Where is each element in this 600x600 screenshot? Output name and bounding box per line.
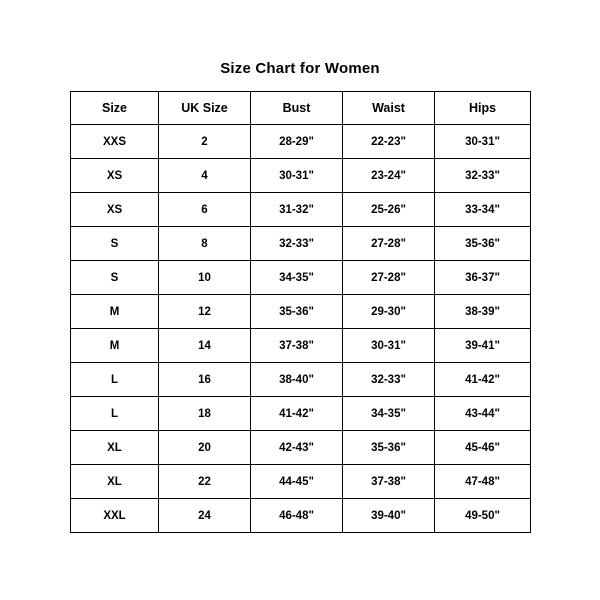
cell-bust: 28-29" [251, 125, 343, 159]
cell-uk: 4 [159, 159, 251, 193]
table-row [71, 363, 531, 397]
cell-size: XXS [71, 125, 159, 159]
cell-size: XS [71, 159, 159, 193]
cell-size: XS [71, 193, 159, 227]
cell-size: S [71, 261, 159, 295]
table-header-row [71, 92, 531, 125]
cell-waist: 22-23" [343, 125, 435, 159]
table-header [71, 92, 531, 125]
cell-bust: 30-31" [251, 159, 343, 193]
cell-waist: 27-28" [343, 227, 435, 261]
table-row [71, 431, 531, 465]
cell-waist: 23-24" [343, 159, 435, 193]
cell-waist: 29-30" [343, 295, 435, 329]
cell-size: M [71, 329, 159, 363]
table-row [71, 295, 531, 329]
table-row [71, 397, 531, 431]
cell-uk: 16 [159, 363, 251, 397]
cell-size: M [71, 295, 159, 329]
cell-size: XL [71, 465, 159, 499]
cell-hips: 33-34" [435, 193, 531, 227]
cell-waist: 34-35" [343, 397, 435, 431]
cell-hips: 49-50" [435, 499, 531, 533]
table-row [71, 499, 531, 533]
column-header-uk-size: UK Size [159, 92, 251, 125]
cell-size: XL [71, 431, 159, 465]
cell-bust: 31-32" [251, 193, 343, 227]
cell-uk: 22 [159, 465, 251, 499]
cell-size: XXL [71, 499, 159, 533]
cell-hips: 39-41" [435, 329, 531, 363]
cell-bust: 38-40" [251, 363, 343, 397]
cell-hips: 43-44" [435, 397, 531, 431]
cell-bust: 37-38" [251, 329, 343, 363]
cell-uk: 18 [159, 397, 251, 431]
cell-waist: 37-38" [343, 465, 435, 499]
table-row [71, 159, 531, 193]
cell-bust: 46-48" [251, 499, 343, 533]
cell-bust: 44-45" [251, 465, 343, 499]
cell-uk: 12 [159, 295, 251, 329]
cell-hips: 30-31" [435, 125, 531, 159]
cell-hips: 38-39" [435, 295, 531, 329]
cell-uk: 8 [159, 227, 251, 261]
cell-bust: 41-42" [251, 397, 343, 431]
size-chart-table-container [70, 91, 530, 533]
cell-hips: 41-42" [435, 363, 531, 397]
table-row [71, 227, 531, 261]
cell-uk: 2 [159, 125, 251, 159]
column-header-bust: Bust [251, 92, 343, 125]
page-title: Size Chart for Women [220, 60, 380, 77]
table-row [71, 465, 531, 499]
cell-bust: 35-36" [251, 295, 343, 329]
cell-waist: 25-26" [343, 193, 435, 227]
cell-uk: 6 [159, 193, 251, 227]
cell-waist: 30-31" [343, 329, 435, 363]
cell-waist: 32-33" [343, 363, 435, 397]
cell-hips: 36-37" [435, 261, 531, 295]
column-header-hips: Hips [435, 92, 531, 125]
cell-hips: 45-46" [435, 431, 531, 465]
table-body [71, 125, 531, 533]
cell-uk: 24 [159, 499, 251, 533]
cell-hips: 32-33" [435, 159, 531, 193]
cell-hips: 35-36" [435, 227, 531, 261]
size-chart-table [70, 91, 531, 533]
column-header-size: Size [71, 92, 159, 125]
cell-uk: 10 [159, 261, 251, 295]
table-row [71, 329, 531, 363]
cell-waist: 39-40" [343, 499, 435, 533]
table-row [71, 261, 531, 295]
cell-waist: 27-28" [343, 261, 435, 295]
column-header-waist: Waist [343, 92, 435, 125]
cell-hips: 47-48" [435, 465, 531, 499]
cell-size: L [71, 397, 159, 431]
table-row [71, 193, 531, 227]
cell-bust: 42-43" [251, 431, 343, 465]
cell-uk: 20 [159, 431, 251, 465]
cell-size: S [71, 227, 159, 261]
cell-size: L [71, 363, 159, 397]
table-row [71, 125, 531, 159]
cell-uk: 14 [159, 329, 251, 363]
cell-waist: 35-36" [343, 431, 435, 465]
cell-bust: 34-35" [251, 261, 343, 295]
cell-bust: 32-33" [251, 227, 343, 261]
